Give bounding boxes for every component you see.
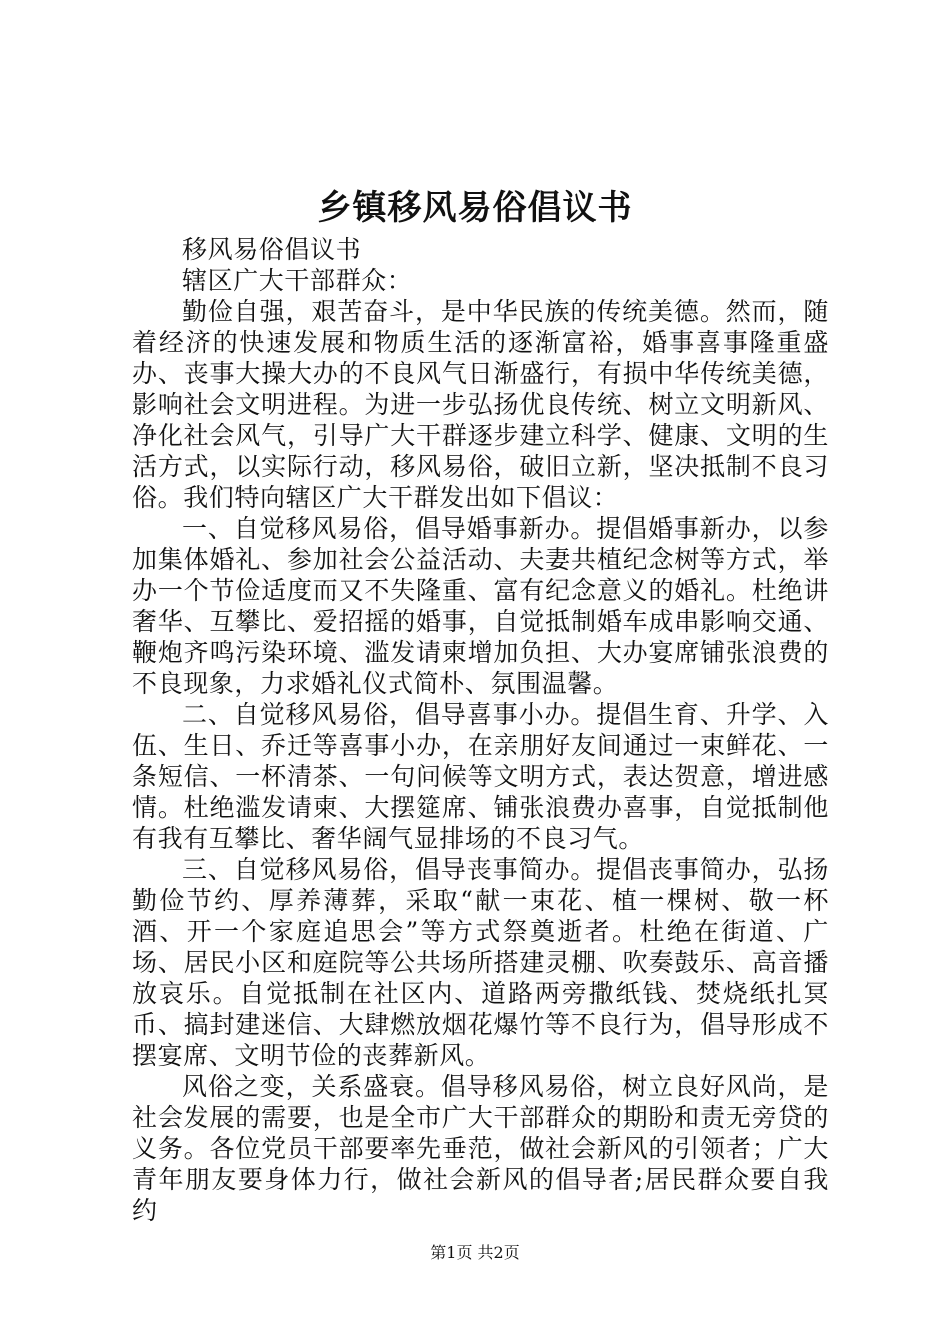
- paragraph: 辖区广大干部群众：: [182, 266, 413, 295]
- paragraph: 风俗之变，关系盛衰。倡导移风易俗，树立良好风尚，是社会发展的需要，也是全市广大干部群众的期盼和责无旁贷的义务。各位党员干部要率先垂范，做社会新风的引领者；广大青年朋友要身体力行，做社会新风的倡导者;居民群众要自我约: [132, 1072, 829, 1225]
- document-title: 乡镇移风易俗倡议书: [317, 188, 633, 228]
- page-footer: 第1页 共2页: [430, 1243, 520, 1262]
- paragraph: 移风易俗倡议书: [182, 235, 362, 264]
- paragraph: 二、自觉移风易俗，倡导喜事小办。提倡生育、升学、入伍、生日、乔迁等喜事小办，在亲朋好友间通过一束鲜花、一条短信、一杯清茶、一句问候等文明方式，表达贺意，增进感情。杜绝滥发请柬、大摆筵席、铺张浪费办喜事，自觉抵制他有我有互攀比、奢华阔气显排场的不良习气。: [132, 700, 829, 853]
- paragraph: 一、自觉移风易俗，倡导婚事新办。提倡婚事新办，以参加集体婚礼、参加社会公益活动、夫妻共植纪念树等方式，举办一个节俭适度而又不失隆重、富有纪念意义的婚礼。杜绝讲奢华、互攀比、爱招摇的婚事，自觉抵制婚车成串影响交通、鞭炮齐鸣污染环境、滥发请柬增加负担、大办宴席铺张浪费的不良现象，力求婚礼仪式简朴、氛围温馨。: [132, 514, 829, 698]
- document-body: [132, 234, 829, 1226]
- paragraph: 勤俭自强，艰苦奋斗，是中华民族的传统美德。然而，随着经济的快速发展和物质生活的逐渐富裕，婚事喜事隆重盛办、丧事大操大办的不良风气日渐盛行，有损中华传统美德，影响社会文明进程。为进一步弘扬优良传统、树立文明新风、净化社会风气，引导广大干群逐步建立科学、健康、文明的生活方式，以实际行动，移风易俗，破旧立新，坚决抵制不良习俗。我们特向辖区广大干群发出如下倡议：: [132, 297, 829, 512]
- paragraph: 三、自觉移风易俗，倡导丧事简办。提倡丧事简办，弘扬勤俭节约、厚养薄葬，采取“献一束花、植一棵树、敬一杯酒、开一个家庭追思会”等方式祭奠逝者。杜绝在街道、广场、居民小区和庭院等公共场所搭建灵棚、吹奏鼓乐、高音播放哀乐。自觉抵制在社区内、道路两旁撒纸钱、焚烧纸扎冥币、搞封建迷信、大肆燃放烟花爆竹等不良行为，倡导形成不摆宴席、文明节俭的丧葬新风。: [132, 855, 829, 1070]
